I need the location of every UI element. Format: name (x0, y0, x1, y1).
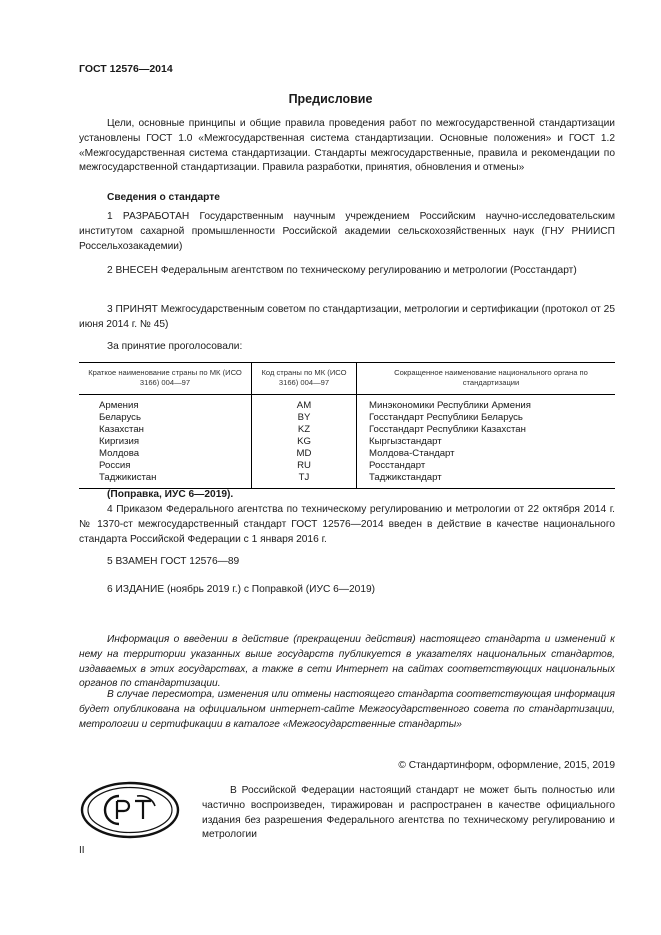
table-header-code: Код страны по МК (ИСО 3166) 004—97 (252, 363, 357, 395)
cell-code: AM (252, 395, 357, 413)
cell-country: Молдова (99, 448, 140, 459)
section-title: Сведения о стандарте (107, 192, 220, 203)
info-paragraph-1: Информация о введении в действие (прекращении действия) настоящего стандарта и изменений к нему на территории указанных выше государств публикуется в указателях национальных стандартов, издаваемых в этих государствах, а также в сети Интернет на сайтах соответствующих национальных органов по стандартизации. (79, 634, 615, 690)
item-2: 2 ВНЕСЕН Федеральным агентством по техническому регулированию и метрологии (Росстандарт) (107, 265, 577, 276)
table-row (79, 412, 615, 424)
cell-body: Молдова-Стандарт (369, 448, 455, 459)
cell-code: RU (252, 460, 357, 472)
table-row (79, 424, 615, 436)
cell-country: Россия (99, 460, 131, 471)
standartinform-logo-icon (80, 781, 180, 839)
table-header-row (79, 363, 615, 395)
rights-notice: В Российской Федерации настоящий стандарт не может быть полностью или частично воспроизведен, тиражирован и распространен в качестве официального издания без разрешения Федерального агентства по техническому регулированию и метрологии (202, 785, 615, 841)
cell-country: Таджикистан (79, 472, 252, 489)
vote-label: За принятие проголосовали: (107, 341, 243, 352)
table-header-body: Сокращенное наименование национального органа по стандартизации (357, 363, 616, 395)
table-row (79, 436, 615, 448)
info-paragraph-2: В случае пересмотра, изменения или отмены настоящего стандарта соответствующая информация будет опубликована на официальном интернет-сайте Межгосударственного совета по стандартизации, метрологии и сертификации в каталоге «Межгосударственные стандарты» (79, 689, 615, 730)
document-header: ГОСТ 12576—2014 (79, 63, 173, 75)
cell-country: Беларусь (99, 412, 141, 423)
intro-paragraph: Цели, основные принципы и общие правила проведения работ по межгосударственной стандартизации установлены ГОСТ 1.0 «Межгосударственная система стандартизации. Основные положения» и ГОСТ 1.2 «Межгосударственная система стандартизации. Стандарты межгосударственные, правила и рекомендации по межгосударственной стандартизации. Правила разработки, принятия, обновления и отмены» (79, 118, 615, 174)
page-number: II (79, 845, 85, 856)
cell-code: TJ (252, 472, 357, 489)
item-4: 4 Приказом Федерального агентства по техническому регулированию и метрологии от 22 октября 2014 г. № 1370-ст межгосударственный стандарт ГОСТ 12576—2014 введен в действие в качестве национального стандарта Российской Федерации с 1 января 2016 г. (79, 504, 615, 545)
cell-country: Казахстан (99, 424, 144, 435)
item-5: 5 ВЗАМЕН ГОСТ 12576—89 (107, 556, 240, 567)
cell-code: MD (252, 448, 357, 460)
cell-country: Армения (99, 400, 139, 411)
table-row (79, 460, 615, 472)
cell-body: Минэкономики Республики Армения (369, 400, 531, 411)
cell-code: KZ (252, 424, 357, 436)
cell-body: Росстандарт (369, 460, 426, 471)
table-row (79, 448, 615, 460)
cell-body: Госстандарт Республики Беларусь (369, 412, 523, 423)
cell-body: Кыргызстандарт (369, 436, 442, 447)
voting-table (79, 362, 615, 489)
cell-code: KG (252, 436, 357, 448)
item-6: 6 ИЗДАНИЕ (ноябрь 2019 г.) с Поправкой (ИУС 6—2019) (107, 584, 376, 595)
table-row (79, 395, 615, 413)
cell-body: Таджикстандарт (357, 472, 616, 489)
copyright-notice: © Стандартинформ, оформление, 2015, 2019 (398, 760, 615, 771)
item-1: 1 РАЗРАБОТАН Государственным научным учреждением Российским научно-исследовательским институтом сахарной промышленности Российской академии сельскохозяйственных наук (ГНУ РНИИСП Россельхозакадемии) (79, 211, 615, 252)
page-title: Предисловие (288, 92, 373, 106)
item-3: 3 ПРИНЯТ Межгосударственным советом по стандартизации, метрологии и сертификации (протокол от 25 июня 2014 г. № 45) (79, 304, 615, 330)
table-header-country: Краткое наименование страны по МК (ИСО 3166) 004—97 (79, 363, 252, 395)
cell-body: Госстандарт Республики Казахстан (369, 424, 526, 435)
amendment-note: (Поправка, ИУС 6—2019). (107, 489, 234, 500)
cell-code: BY (252, 412, 357, 424)
cell-country: Киргизия (99, 436, 140, 447)
table-row (79, 472, 615, 489)
